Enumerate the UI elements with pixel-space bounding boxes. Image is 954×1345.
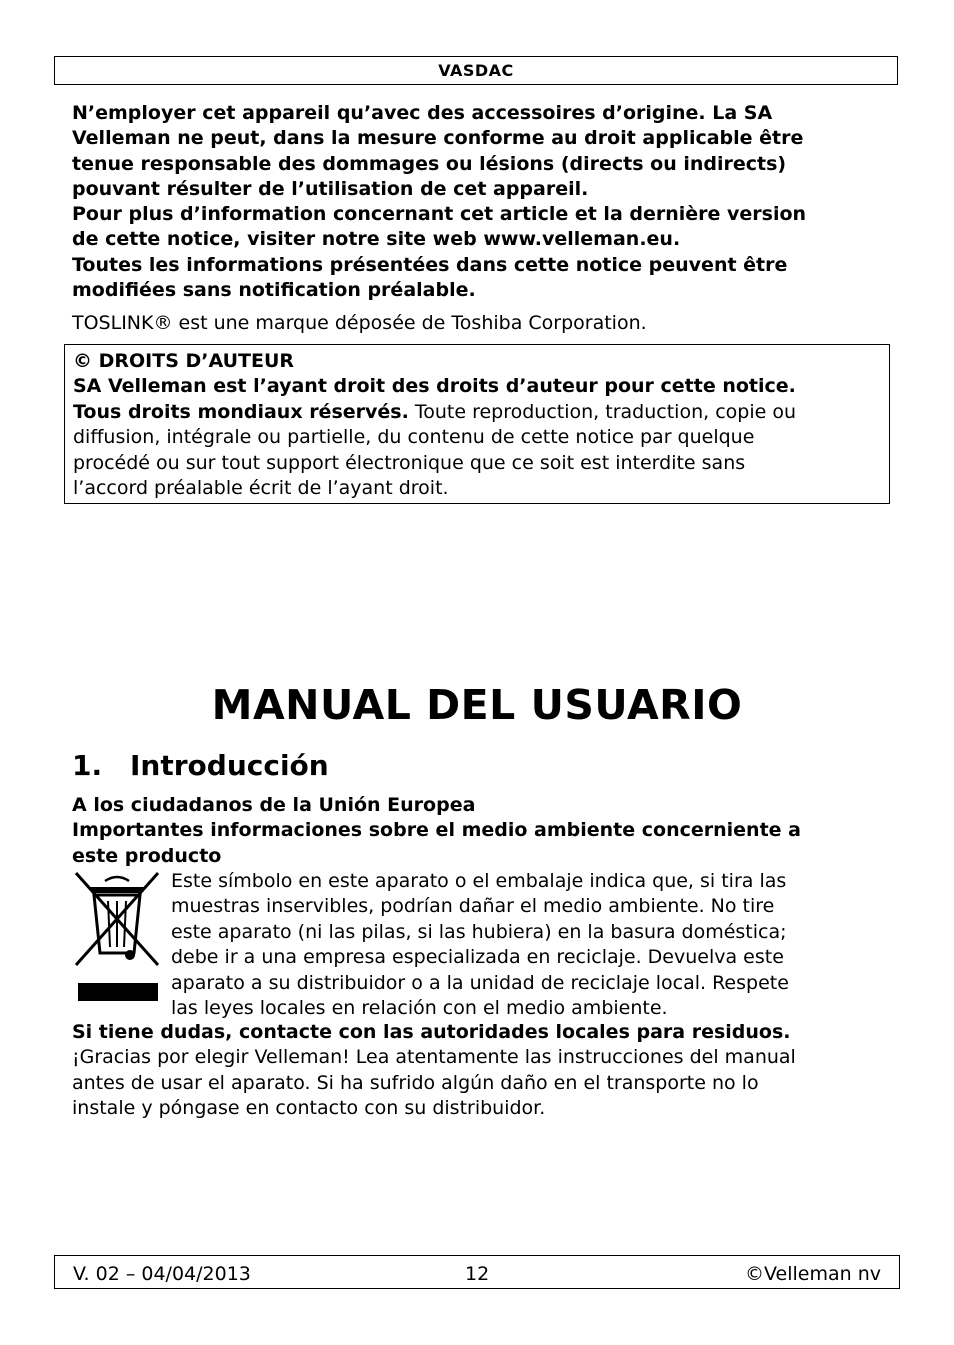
section-heading: [72, 749, 329, 782]
copyright-line: SA Velleman est l’ayant droit des droits d’auteur pour cette notice.: [73, 375, 796, 398]
section-title: Introducción: [130, 749, 329, 782]
closing-text: [72, 1020, 882, 1121]
weee-line: este aparato (ni las pilas, si las hubiera) en la basura doméstica;: [171, 920, 787, 943]
copyright-bold-text: Tous droits mondiaux réservés.: [73, 400, 409, 423]
copyright-line: [73, 400, 881, 425]
weee-line: aparato a su distribuidor o a la unidad de reciclaje local. Respete: [171, 971, 789, 994]
notice-line: Pour plus d’information concernant cet article et la dernière version: [72, 203, 807, 226]
notice-line: Toutes les informations présentées dans cette notice peuvent être: [72, 253, 788, 276]
document-footer: [54, 1255, 900, 1289]
notice-line: N’employer cet appareil qu’avec des accessoires d’origine. La SA: [72, 102, 773, 124]
copyright-line: l’accord préalable écrit de l’ayant droit.: [73, 477, 449, 500]
notice-line: pouvant résulter de l’utilisation de cet appareil.: [72, 177, 589, 200]
weee-line: muestras inservibles, podrían dañar el medio ambiente. No tire: [171, 895, 775, 918]
manual-title: MANUAL DEL USUARIO: [211, 681, 743, 729]
footer-version: V. 02 – 04/04/2013: [73, 1263, 251, 1285]
copyright-box: [64, 344, 890, 504]
footer-copyright: ©Velleman nv: [745, 1263, 881, 1285]
footer-page-number: 12: [465, 1263, 490, 1285]
notice-line: Velleman ne peut, dans la mesure conforme au droit applicable être: [72, 127, 804, 150]
eu-line: Importantes informaciones sobre el medio ambiente concerniente a: [72, 819, 801, 842]
closing-line: ¡Gracias por elegir Velleman! Lea atentamente las instrucciones del manual: [72, 1046, 796, 1069]
notice-line: modifiées sans notification préalable.: [72, 279, 476, 302]
section-number: 1.: [72, 749, 103, 782]
weee-line: las leyes locales en relación con el medio ambiente.: [171, 997, 668, 1020]
copyright-title: © DROITS D’AUTEUR: [73, 350, 295, 372]
closing-bold-line: Si tiene dudas, contacte con las autoridades locales para residuos.: [72, 1021, 791, 1043]
notice-line: tenue responsable des dommages ou lésions (directs ou indirects): [72, 152, 787, 175]
copyright-line: procédé ou sur tout support électronique que ce soit est interdite sans: [73, 451, 746, 474]
notice-line: de cette notice, visiter notre site web www.velleman.eu.: [72, 228, 681, 251]
eu-line: este producto: [72, 844, 222, 867]
weee-line: Este símbolo en este aparato o el embalaje indica que, si tira las: [171, 870, 787, 892]
header-title: VASDAC: [438, 61, 514, 80]
weee-text: [171, 869, 871, 1021]
weee-line: debe ir a una empresa especializada en reciclaje. Devuelva este: [171, 946, 784, 969]
trademark-notice: TOSLINK® est une marque déposée de Toshiba Corporation.: [72, 312, 647, 334]
french-notice: [72, 101, 882, 303]
document-header: [54, 56, 898, 85]
crossed-out-wheelie-bin-icon: [72, 871, 162, 1003]
copyright-line: diffusion, intégrale ou partielle, du contenu de cette notice par quelque: [73, 426, 755, 449]
closing-line: instale y póngase en contacto con su distribuidor.: [72, 1096, 546, 1119]
eu-line: A los ciudadanos de la Unión Europea: [72, 794, 476, 816]
closing-line: antes de usar el aparato. Si ha sufrido algún daño en el transporte no lo: [72, 1071, 759, 1094]
eu-notice: [72, 793, 882, 869]
copyright-text: Toute reproduction, traduction, copie ou: [408, 400, 796, 423]
